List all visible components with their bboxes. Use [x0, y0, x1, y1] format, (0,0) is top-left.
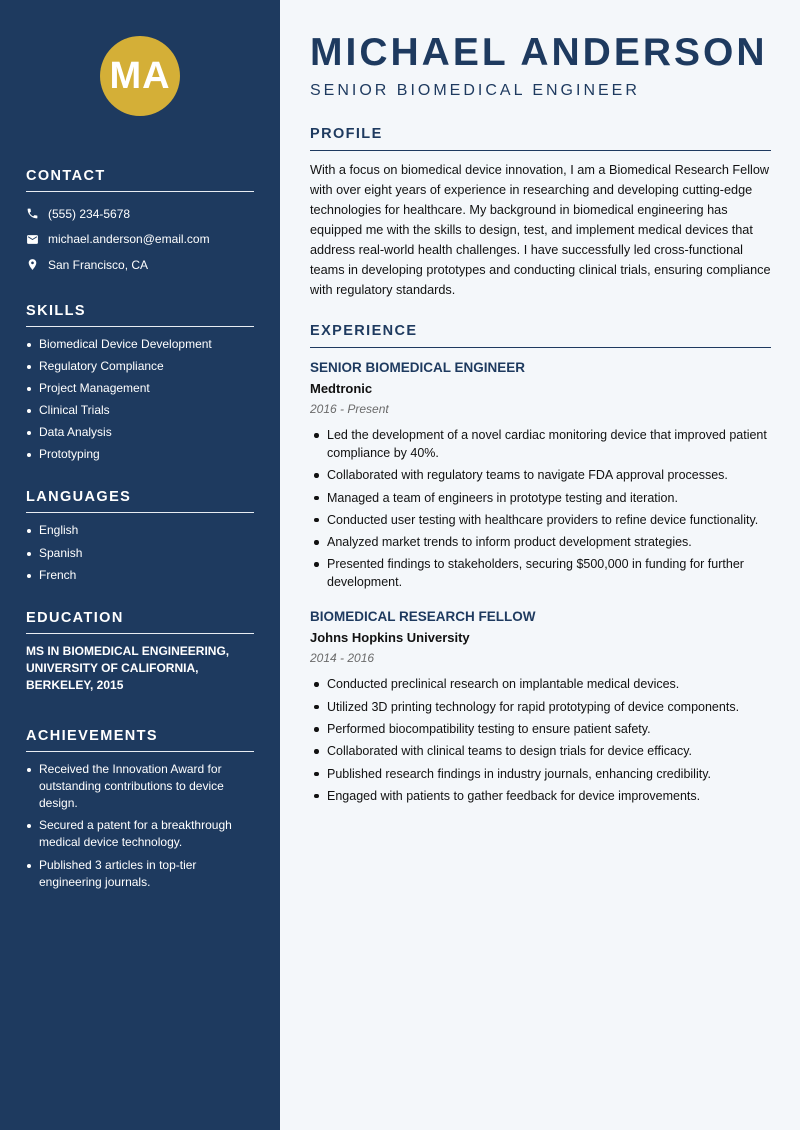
skill-item: Project Management: [26, 380, 254, 397]
experience-heading: EXPERIENCE: [310, 323, 771, 348]
job-bullet: Utilized 3D printing technology for rapid prototyping of device components.: [310, 698, 771, 716]
experience-section: [310, 323, 771, 805]
education-entry: MS IN BIOMEDICAL ENGINEERING, UNIVERSITY OF CALIFORNIA, BERKELEY, 2015: [26, 643, 230, 692]
job-bullets: [310, 426, 771, 591]
job-entry: [310, 360, 771, 591]
job-title: BIOMEDICAL RESEARCH FELLOW: [310, 609, 536, 625]
skill-item: Prototyping: [26, 446, 254, 463]
candidate-role: SENIOR BIOMEDICAL ENGINEER: [310, 82, 640, 99]
contact-section: [26, 168, 254, 278]
job-dates: 2014 - 2016: [310, 651, 375, 666]
avatar: MA: [100, 36, 180, 116]
contact-email: [26, 227, 254, 253]
contact-location: [26, 252, 254, 278]
job-bullet: Performed biocompatibility testing to ensure patient safety.: [310, 720, 771, 738]
languages-list: [26, 522, 254, 583]
achievements-section: [26, 728, 254, 891]
languages-heading: LANGUAGES: [26, 489, 254, 513]
achievement-item: Secured a patent for a breakthrough medical device technology.: [26, 817, 254, 851]
email-text: michael.anderson@email.com: [48, 232, 210, 247]
achievements-heading: ACHIEVEMENTS: [26, 728, 254, 752]
skills-heading: SKILLS: [26, 303, 254, 327]
phone-icon: [26, 207, 39, 220]
job-bullet: Presented findings to stakeholders, securing $500,000 in funding for further development.: [310, 555, 771, 591]
company-name: Johns Hopkins University: [310, 630, 470, 646]
job-bullet: Collaborated with clinical teams to design trials for device efficacy.: [310, 742, 771, 760]
language-item: English: [26, 522, 254, 539]
job-bullet: Conducted preclinical research on implantable medical devices.: [310, 675, 771, 693]
skill-item: Biomedical Device Development: [26, 336, 254, 353]
location-text: San Francisco, CA: [48, 257, 149, 272]
language-item: Spanish: [26, 545, 254, 562]
achievement-item: Published 3 articles in top-tier engineering journals.: [26, 857, 254, 891]
job-bullet: Published research findings in industry journals, enhancing credibility.: [310, 765, 771, 783]
profile-heading: PROFILE: [310, 126, 771, 151]
job-bullet: Led the development of a novel cardiac monitoring device that improved patient compliance by 40%.: [310, 426, 771, 462]
job-title: SENIOR BIOMEDICAL ENGINEER: [310, 360, 526, 375]
achievements-list: [26, 761, 254, 891]
email-icon: [26, 233, 39, 246]
job-bullet: Analyzed market trends to inform product development strategies.: [310, 533, 771, 551]
job-bullet: Managed a team of engineers in prototype testing and iteration.: [310, 489, 771, 507]
job-entry: [310, 609, 771, 804]
location-pin-icon: [26, 258, 39, 271]
job-bullet: Collaborated with regulatory teams to navigate FDA approval processes.: [310, 466, 771, 484]
phone-text: (555) 234-5678: [48, 206, 131, 221]
job-dates: 2016 - Present: [310, 402, 389, 416]
sidebar: [0, 0, 280, 1130]
contact-phone: [26, 201, 254, 227]
education-heading: EDUCATION: [26, 610, 254, 634]
main-content: [280, 0, 800, 1130]
job-bullet: Engaged with patients to gather feedback for device improvements.: [310, 787, 771, 805]
candidate-name: MICHAEL ANDERSON: [310, 31, 768, 74]
skills-list: [26, 336, 254, 464]
skill-item: Clinical Trials: [26, 402, 254, 419]
contact-heading: CONTACT: [26, 168, 254, 192]
achievement-item: Received the Innovation Award for outstanding contributions to device design.: [26, 761, 254, 812]
skill-item: Data Analysis: [26, 424, 254, 441]
education-section: [26, 610, 254, 694]
job-bullets: [310, 675, 771, 804]
profile-text: With a focus on biomedical device innovation, I am a Biomedical Research Fellow with over eight years of experience in researching and developing cutting-edge technologies for healthcare. My background in biomedical engineering has equipped me with the skills to design, test, and implement medical devices that address real-world health challenges. I have successfully led cross-functional teams in developing prototypes and conducting clinical trials, ensuring compliance with regulatory standards.: [310, 163, 771, 297]
language-item: French: [26, 567, 254, 584]
languages-section: [26, 489, 254, 583]
job-bullet: Conducted user testing with healthcare providers to refine device functionality.: [310, 511, 771, 529]
skill-item: Regulatory Compliance: [26, 358, 254, 375]
profile-section: [310, 126, 771, 300]
company-name: Medtronic: [310, 381, 373, 396]
skills-section: [26, 303, 254, 464]
